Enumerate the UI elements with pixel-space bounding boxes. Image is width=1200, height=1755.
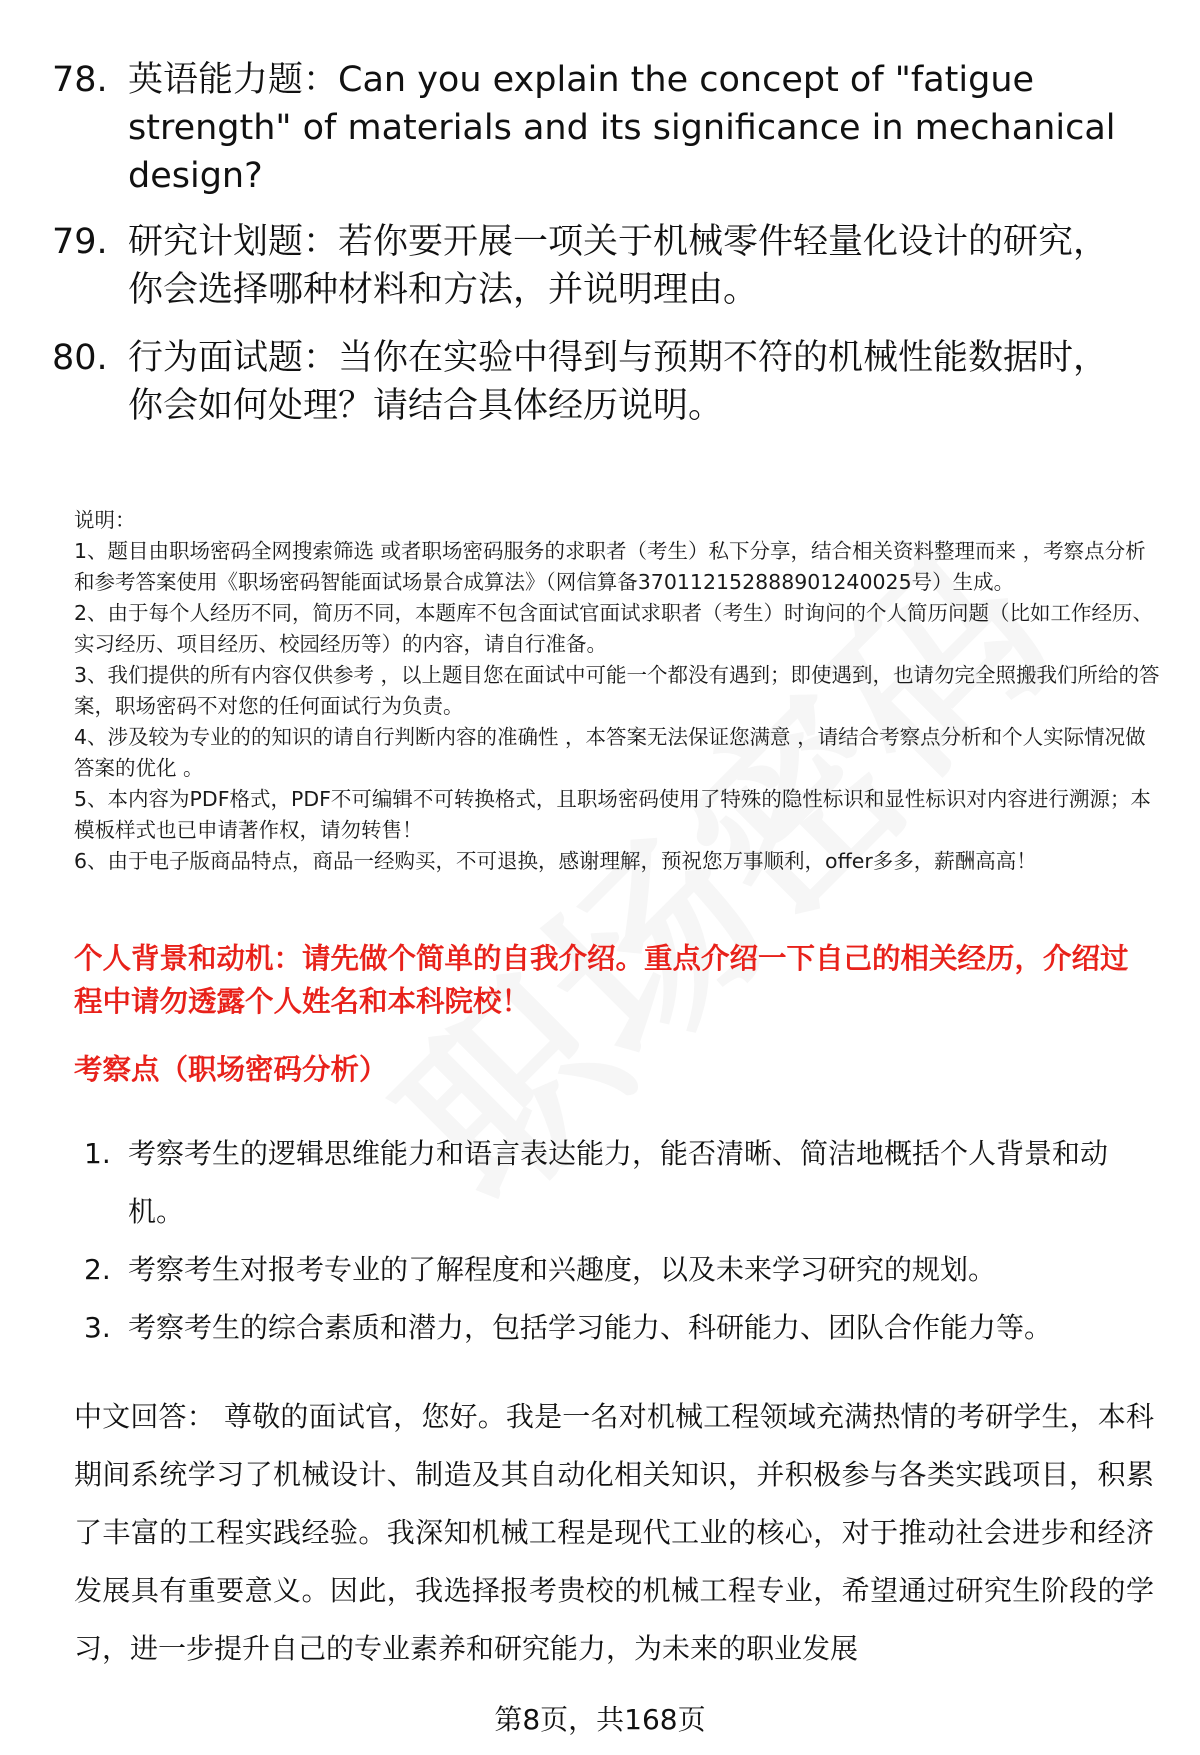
list-item	[84, 1241, 1144, 1299]
note-item: 3、我们提供的所有内容仅供参考 ，以上题目您在面试中可能一个都没有遇到；即使遇到，也请勿完全照搬我们所给的答案，职场密码不对您的任何面试行为负责。	[74, 663, 1160, 718]
point-number: 3.	[84, 1311, 111, 1344]
question-text: 英语能力题：Can you explain the concept of "fatigue strength" of materials and its significance in mechanical design?	[128, 60, 1116, 196]
analysis-points	[84, 1125, 1144, 1357]
notes-title: 说明：	[74, 508, 136, 532]
point-text: 考察考生对报考专业的了解程度和兴趣度，以及未来学习研究的规划。	[128, 1253, 997, 1286]
list-item	[84, 1299, 1144, 1357]
point-text: 考察考生的逻辑思维能力和语言表达能力，能否清晰、简洁地概括个人背景和动机。	[128, 1137, 1109, 1228]
notes-block	[74, 505, 1164, 877]
question-80	[52, 334, 1142, 430]
note-item: 6、由于电子版商品特点，商品一经购买，不可退换，感谢理解，预祝您万事顺利，offer多多，薪酬高高！	[74, 849, 1037, 873]
note-item: 2、由于每个人经历不同，简历不同，本题库不包含面试官面试求职者（考生）时询问的个人简历问题（比如工作经历、实习经历、项目经历、校园经历等）的内容，请自行准备。	[74, 601, 1154, 656]
note-item: 5、本内容为PDF格式，PDF不可编辑不可转换格式，且职场密码使用了特殊的隐性标识和显性标识对内容进行溯源；本模板样式也已申请著作权，请勿转售！	[74, 787, 1151, 842]
question-text: 行为面试题：当你在实验中得到与预期不符的机械性能数据时，你会如何处理？请结合具体经历说明。	[128, 338, 1109, 426]
note-item: 1、题目由职场密码全网搜索筛选 或者职场密码服务的求职者（考生）私下分享，结合相关资料整理而来 ，考察点分析和参考答案使用《职场密码智能面试场景合成算法》（网信算备370112152888901240025号）生成。	[74, 539, 1146, 594]
question-number: 78.	[52, 60, 108, 100]
point-text: 考察考生的综合素质和潜力，包括学习能力、科研能力、团队合作能力等。	[128, 1311, 1053, 1344]
question-79	[52, 218, 1142, 314]
analysis-title: 考察点（职场密码分析）	[74, 1053, 388, 1086]
question-text: 研究计划题：若你要开展一项关于机械零件轻量化设计的研究，你会选择哪种材料和方法，并说明理由。	[128, 222, 1109, 310]
answer-text: 中文回答： 尊敬的面试官，您好。我是一名对机械工程领域充满热情的考研学生，本科期间系统学习了机械设计、制造及其自动化相关知识，并积极参与各类实践项目，积累了丰富的工程实践经验。我深知机械工程是现代工业的核心，对于推动社会进步和经济发展具有重要意义。因此，我选择报考贵校的机械工程专业，希望通过研究生阶段的学习，进一步提升自己的专业素养和研究能力，为未来的职业发展	[74, 1400, 1154, 1665]
list-item	[84, 1125, 1144, 1241]
section-title: 个人背景和动机：请先做个简单的自我介绍。重点介绍一下自己的相关经历，介绍过程中请勿透露个人姓名和本科院校！	[74, 942, 1129, 1018]
point-number: 1.	[84, 1137, 111, 1170]
question-number: 80.	[52, 338, 108, 378]
page-footer: 第8页，共168页	[494, 1703, 706, 1736]
question-number: 79.	[52, 222, 108, 262]
note-item: 4、涉及较为专业的的知识的请自行判断内容的准确性 ，本答案无法保证您满意 ，请结合考察点分析和个人实际情况做答案的优化 。	[74, 725, 1146, 780]
point-number: 2.	[84, 1253, 111, 1286]
question-78	[52, 56, 1142, 200]
